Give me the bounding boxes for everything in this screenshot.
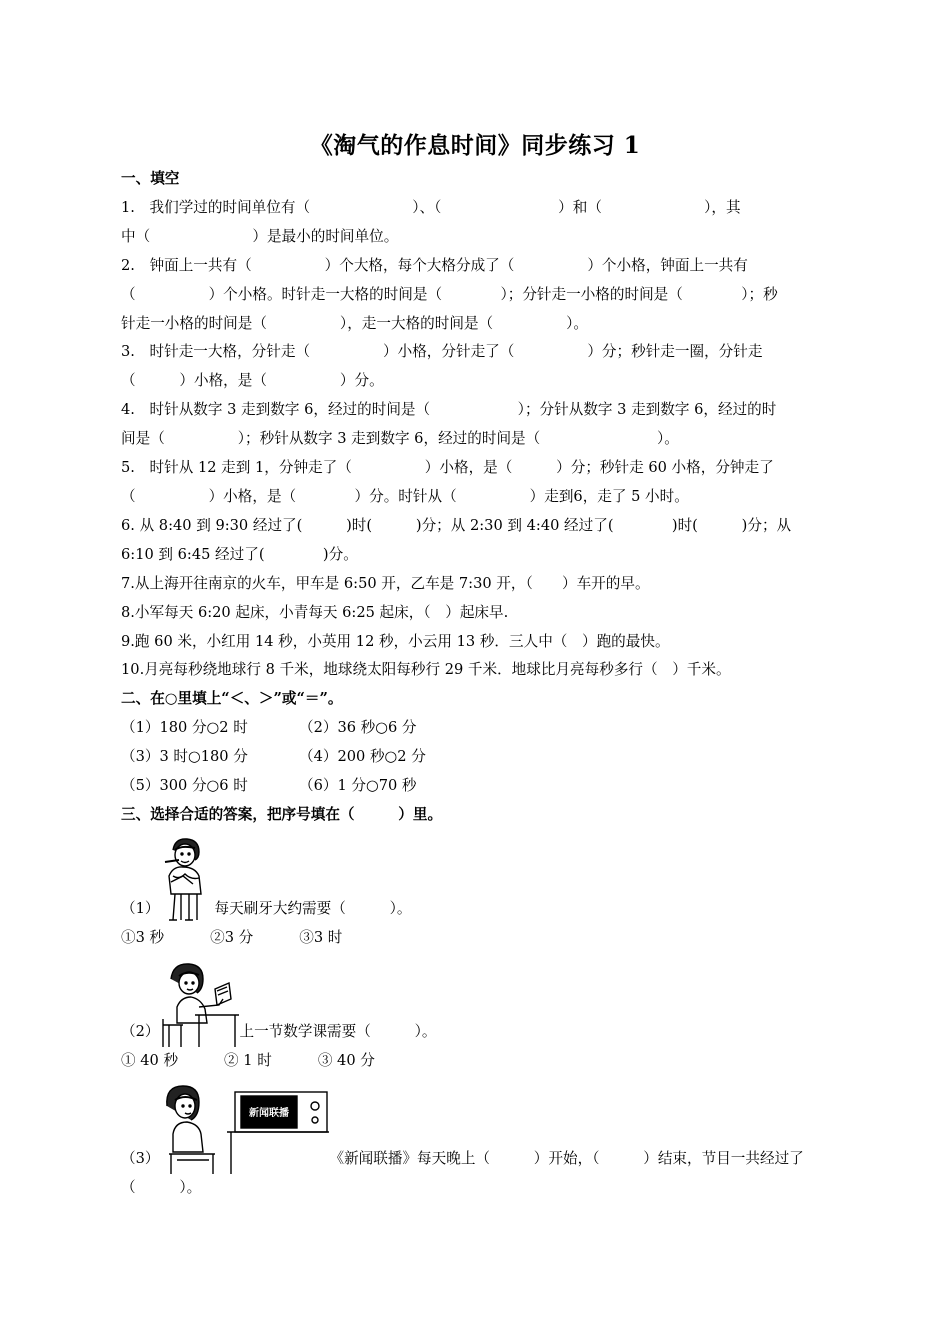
q6-line2: 6:10 到 6:45 经过了( )分。 bbox=[121, 545, 358, 563]
q8: 8.小军每天 6:20 起床，小青每天 6:25 起床，（ ）起床早. bbox=[121, 603, 509, 621]
q4-line1: 4. 时针从数字 3 走到数字 6，经过的时间是（ ）；分针从数字 3 走到数字 6，经过的时 bbox=[121, 401, 777, 419]
choice-q1-option-1: ①3 秒 bbox=[121, 928, 165, 946]
choice-q2 bbox=[121, 959, 863, 1047]
q9: 9.跑 60 米，小红用 14 秒，小英用 12 秒，小云用 13 秒．三人中（ ）跑的最快。 bbox=[121, 632, 670, 650]
choice-q2-option-1: ① 40 秒 bbox=[121, 1051, 179, 1069]
choice-q3-number: （3） bbox=[121, 1149, 160, 1167]
q5-line2: （ ）小格，是（ ）分。时针从（ ）走到6，走了 5 小时。 bbox=[121, 487, 689, 505]
compare-row-2 bbox=[121, 743, 863, 772]
q5-line1: 5. 时针从 12 走到 1，分钟走了（ ）小格，是（ ）分；秒针走 60 小格，分钟走了 bbox=[121, 459, 774, 477]
choice-q3-text-continued: （ ）。 bbox=[121, 1178, 202, 1196]
compare-item-4: （4）200 秒○2 分 bbox=[299, 748, 426, 766]
compare-item-3: （3）3 时○180 分 bbox=[121, 748, 248, 766]
q3-line1: 3. 时针走一大格，分针走（ ）小格，分针走了（ ）分；秒针走一圈，分针走 bbox=[121, 343, 763, 361]
choice-q1-options bbox=[121, 924, 863, 953]
section2-heading: 二、在○里填上“＜、＞”或“＝”。 bbox=[121, 690, 343, 708]
choice-q1-option-3: ③3 时 bbox=[299, 928, 343, 946]
girl-at-desk-illustration bbox=[159, 959, 239, 1047]
choice-q1 bbox=[121, 836, 863, 924]
page-title: 《淘气的作息时间》同步练习 1 bbox=[309, 132, 641, 159]
compare-row-1 bbox=[121, 714, 863, 743]
compare-row-3 bbox=[121, 772, 863, 801]
section1-heading: 一、填空 bbox=[121, 170, 180, 187]
q2-line3: 针走一小格的时间是（ ），走一大格的时间是（ ）。 bbox=[121, 314, 588, 332]
choice-q2-option-3: ③ 40 分 bbox=[317, 1051, 375, 1069]
q4-line2: 间是（ ）；秒针从数字 3 走到数字 6，经过的时间是（ ）。 bbox=[121, 430, 679, 448]
choice-q2-text: 上一节数学课需要（ ）。 bbox=[239, 1022, 437, 1040]
q2-line1: 2. 钟面上一共有（ ）个大格，每个大格分成了（ ）个小格，钟面上一共有 bbox=[121, 256, 748, 274]
choice-q2-options bbox=[121, 1047, 863, 1076]
compare-item-5: （5）300 分○6 时 bbox=[121, 777, 248, 795]
q10: 10.月亮每秒绕地球行 8 千米，地球绕太阳每秒行 29 千米．地球比月亮每秒多行（ ）千米。 bbox=[121, 661, 731, 679]
girl-watching-tv-illustration bbox=[159, 1082, 329, 1174]
choice-q1-text: 每天刷牙大约需要（ ）。 bbox=[214, 899, 412, 917]
worksheet-content bbox=[121, 165, 863, 1203]
compare-item-6: （6）1 分○70 秒 bbox=[299, 777, 417, 795]
choice-q3-text: 《新闻联播》每天晚上（ ）开始，（ ）结束，节目一共经过了 bbox=[329, 1149, 804, 1167]
q6-line1: 6. 从 8:40 到 9:30 经过了( )时( )分；从 2:30 到 4:40 经过了( )时( )分；从 bbox=[121, 516, 792, 534]
choice-q1-number: （1） bbox=[121, 899, 160, 917]
section3-heading: 三、选择合适的答案，把序号填在（ ）里。 bbox=[121, 805, 443, 823]
choice-q2-option-2: ② 1 时 bbox=[224, 1051, 272, 1069]
q7: 7.从上海开往南京的火车，甲车是 6:50 开，乙车是 7:30 开，（ ）车开的早。 bbox=[121, 574, 650, 592]
compare-item-2: （2）36 秒○6 分 bbox=[299, 719, 417, 737]
q1-line2: 中（ ）是最小的时间单位。 bbox=[121, 227, 399, 245]
girl-watching-tv-icon bbox=[159, 1082, 329, 1174]
choice-q3 bbox=[121, 1082, 863, 1174]
tv-screen-label: 新闻联播 bbox=[249, 1107, 290, 1119]
q1-line1: 1. 我们学过的时间单位有（ ）、（ ）和（ ），其 bbox=[121, 198, 741, 216]
girl-brushing-teeth-icon bbox=[159, 836, 209, 924]
choice-q2-number: （2） bbox=[121, 1022, 160, 1040]
girl-at-desk-icon bbox=[159, 959, 239, 1047]
compare-item-1: （1）180 分○2 时 bbox=[121, 719, 248, 737]
q3-line2: （ ）小格，是（ ）分。 bbox=[121, 372, 384, 390]
girl-brushing-teeth-illustration bbox=[159, 836, 209, 924]
q2-line2: （ ）个小格。时针走一大格的时间是（ ）；分针走一小格的时间是（ ）；秒 bbox=[121, 285, 778, 303]
choice-q1-option-2: ②3 分 bbox=[210, 928, 254, 946]
